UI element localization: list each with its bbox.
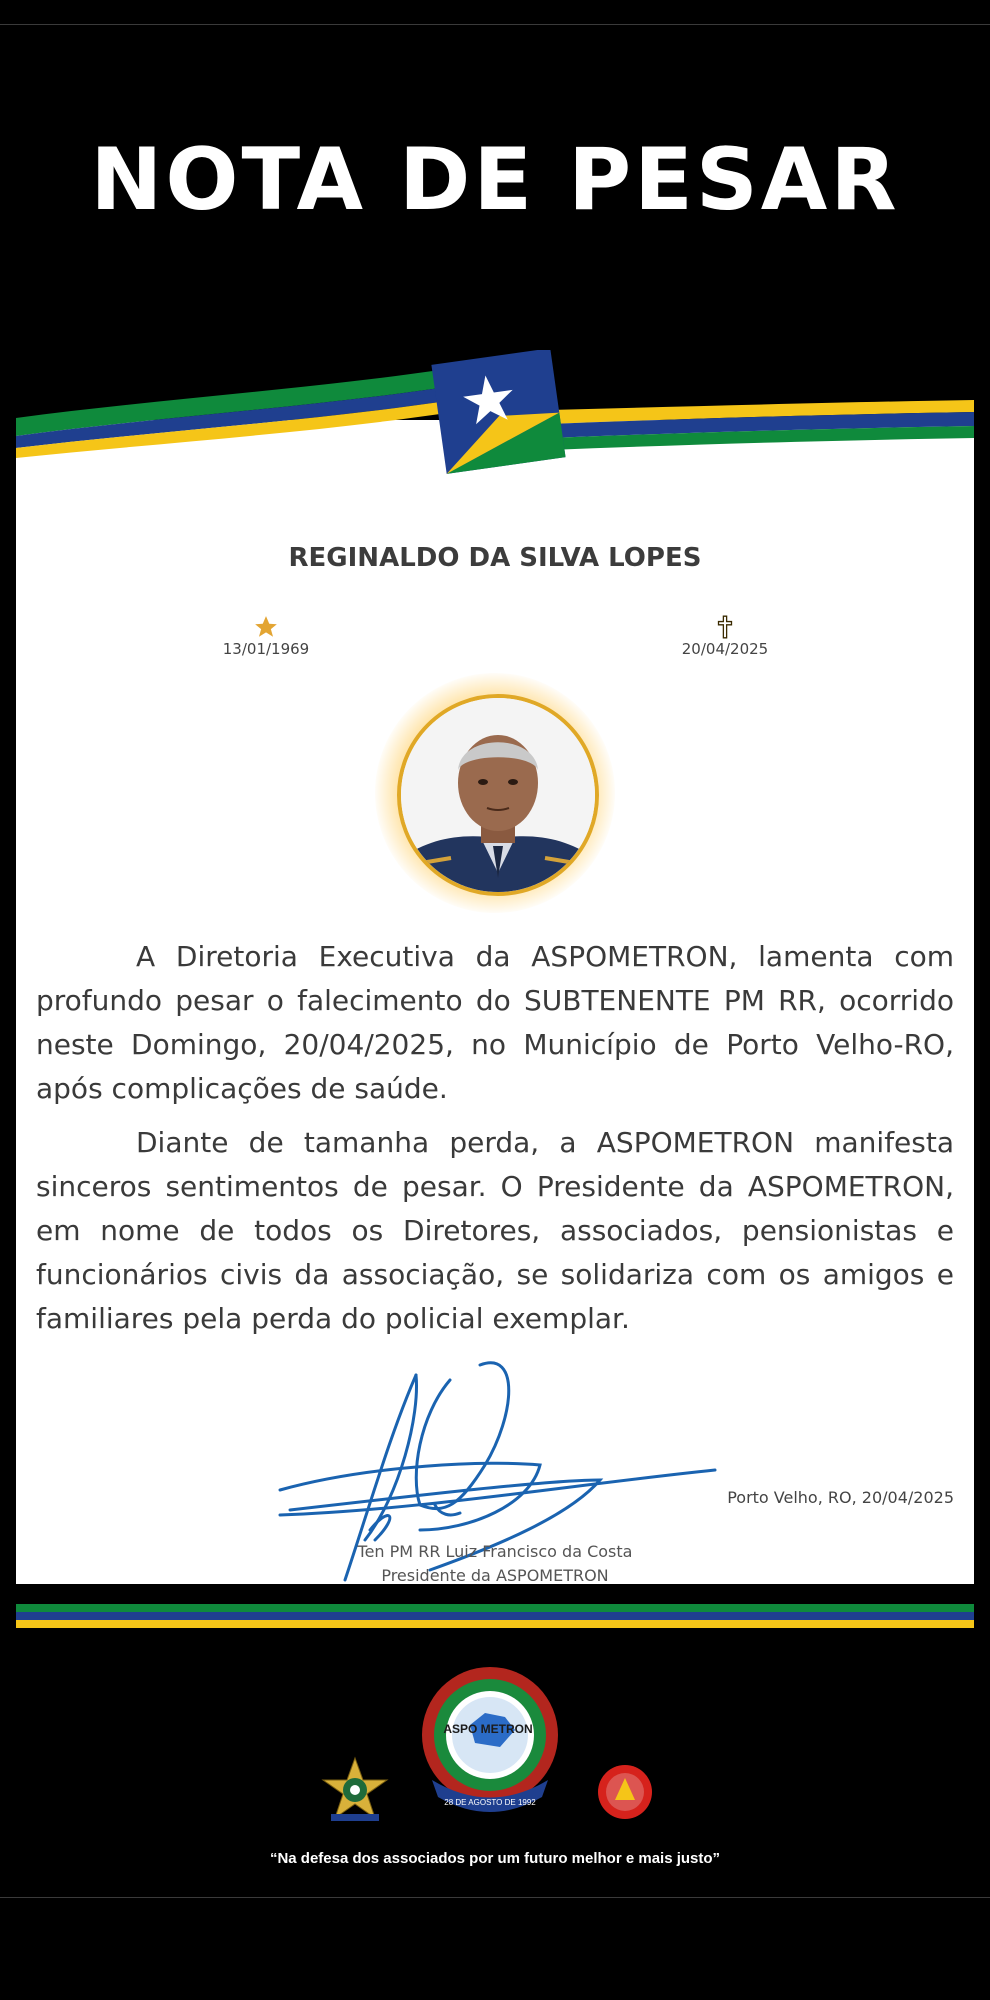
flag-stripe (16, 1604, 974, 1628)
deceased-name: REGINALDO DA SILVA LOPES (288, 543, 702, 573)
flag-ribbon (0, 350, 990, 490)
place-date: Porto Velho, RO, 20/04/2025 (727, 1488, 954, 1507)
condolence-paragraph-2: Diante de tamanha perda, a ASPOMETRON manifesta sinceros sentimentos de pesar. O Presidente da ASPOMETRON, em nome de todos os Diretores, associados, pensionistas e funcionários civis da associação, se solidariza com os amigos e familiares pela perda do policial exemplar. (36, 1126, 954, 1335)
cross-icon (625, 614, 825, 640)
emblems-row (0, 1640, 990, 1840)
death-date-block (625, 614, 825, 658)
condolence-paragraph-1: A Diretoria Executiva da ASPOMETRON, lamenta com profundo pesar o falecimento do SUBTENENTE PM RR, ocorrido neste Domingo, 20/04/2025, no Município de Porto Velho-RO, após complicações de saúde. (36, 940, 954, 1105)
birth-date-block (166, 614, 366, 658)
portrait-photo (397, 694, 599, 896)
death-date: 20/04/2025 (681, 640, 769, 658)
signatory-name: Ten PM RR Luiz Francisco da Costa (357, 1542, 633, 1561)
motto: “Na defesa dos associados por um futuro melhor e mais justo” (269, 1850, 721, 1867)
firefighter-emblem (598, 1765, 652, 1819)
bottom-divider (0, 1897, 990, 1898)
birth-date: 13/01/1969 (222, 640, 310, 658)
police-emblem (323, 1758, 387, 1821)
star-icon (166, 614, 366, 640)
signatory-block (260, 1540, 730, 1588)
aspometron-logo (422, 1667, 558, 1812)
headline: NOTA DE PESAR (90, 130, 900, 230)
logo-ribbon-text: 28 DE AGOSTO DE 1992 (444, 1798, 536, 1807)
condolence-text (36, 935, 954, 1351)
logo-text: ASPO METRON (443, 1722, 533, 1736)
signatory-role: Presidente da ASPOMETRON (381, 1566, 609, 1585)
top-divider (0, 24, 990, 25)
